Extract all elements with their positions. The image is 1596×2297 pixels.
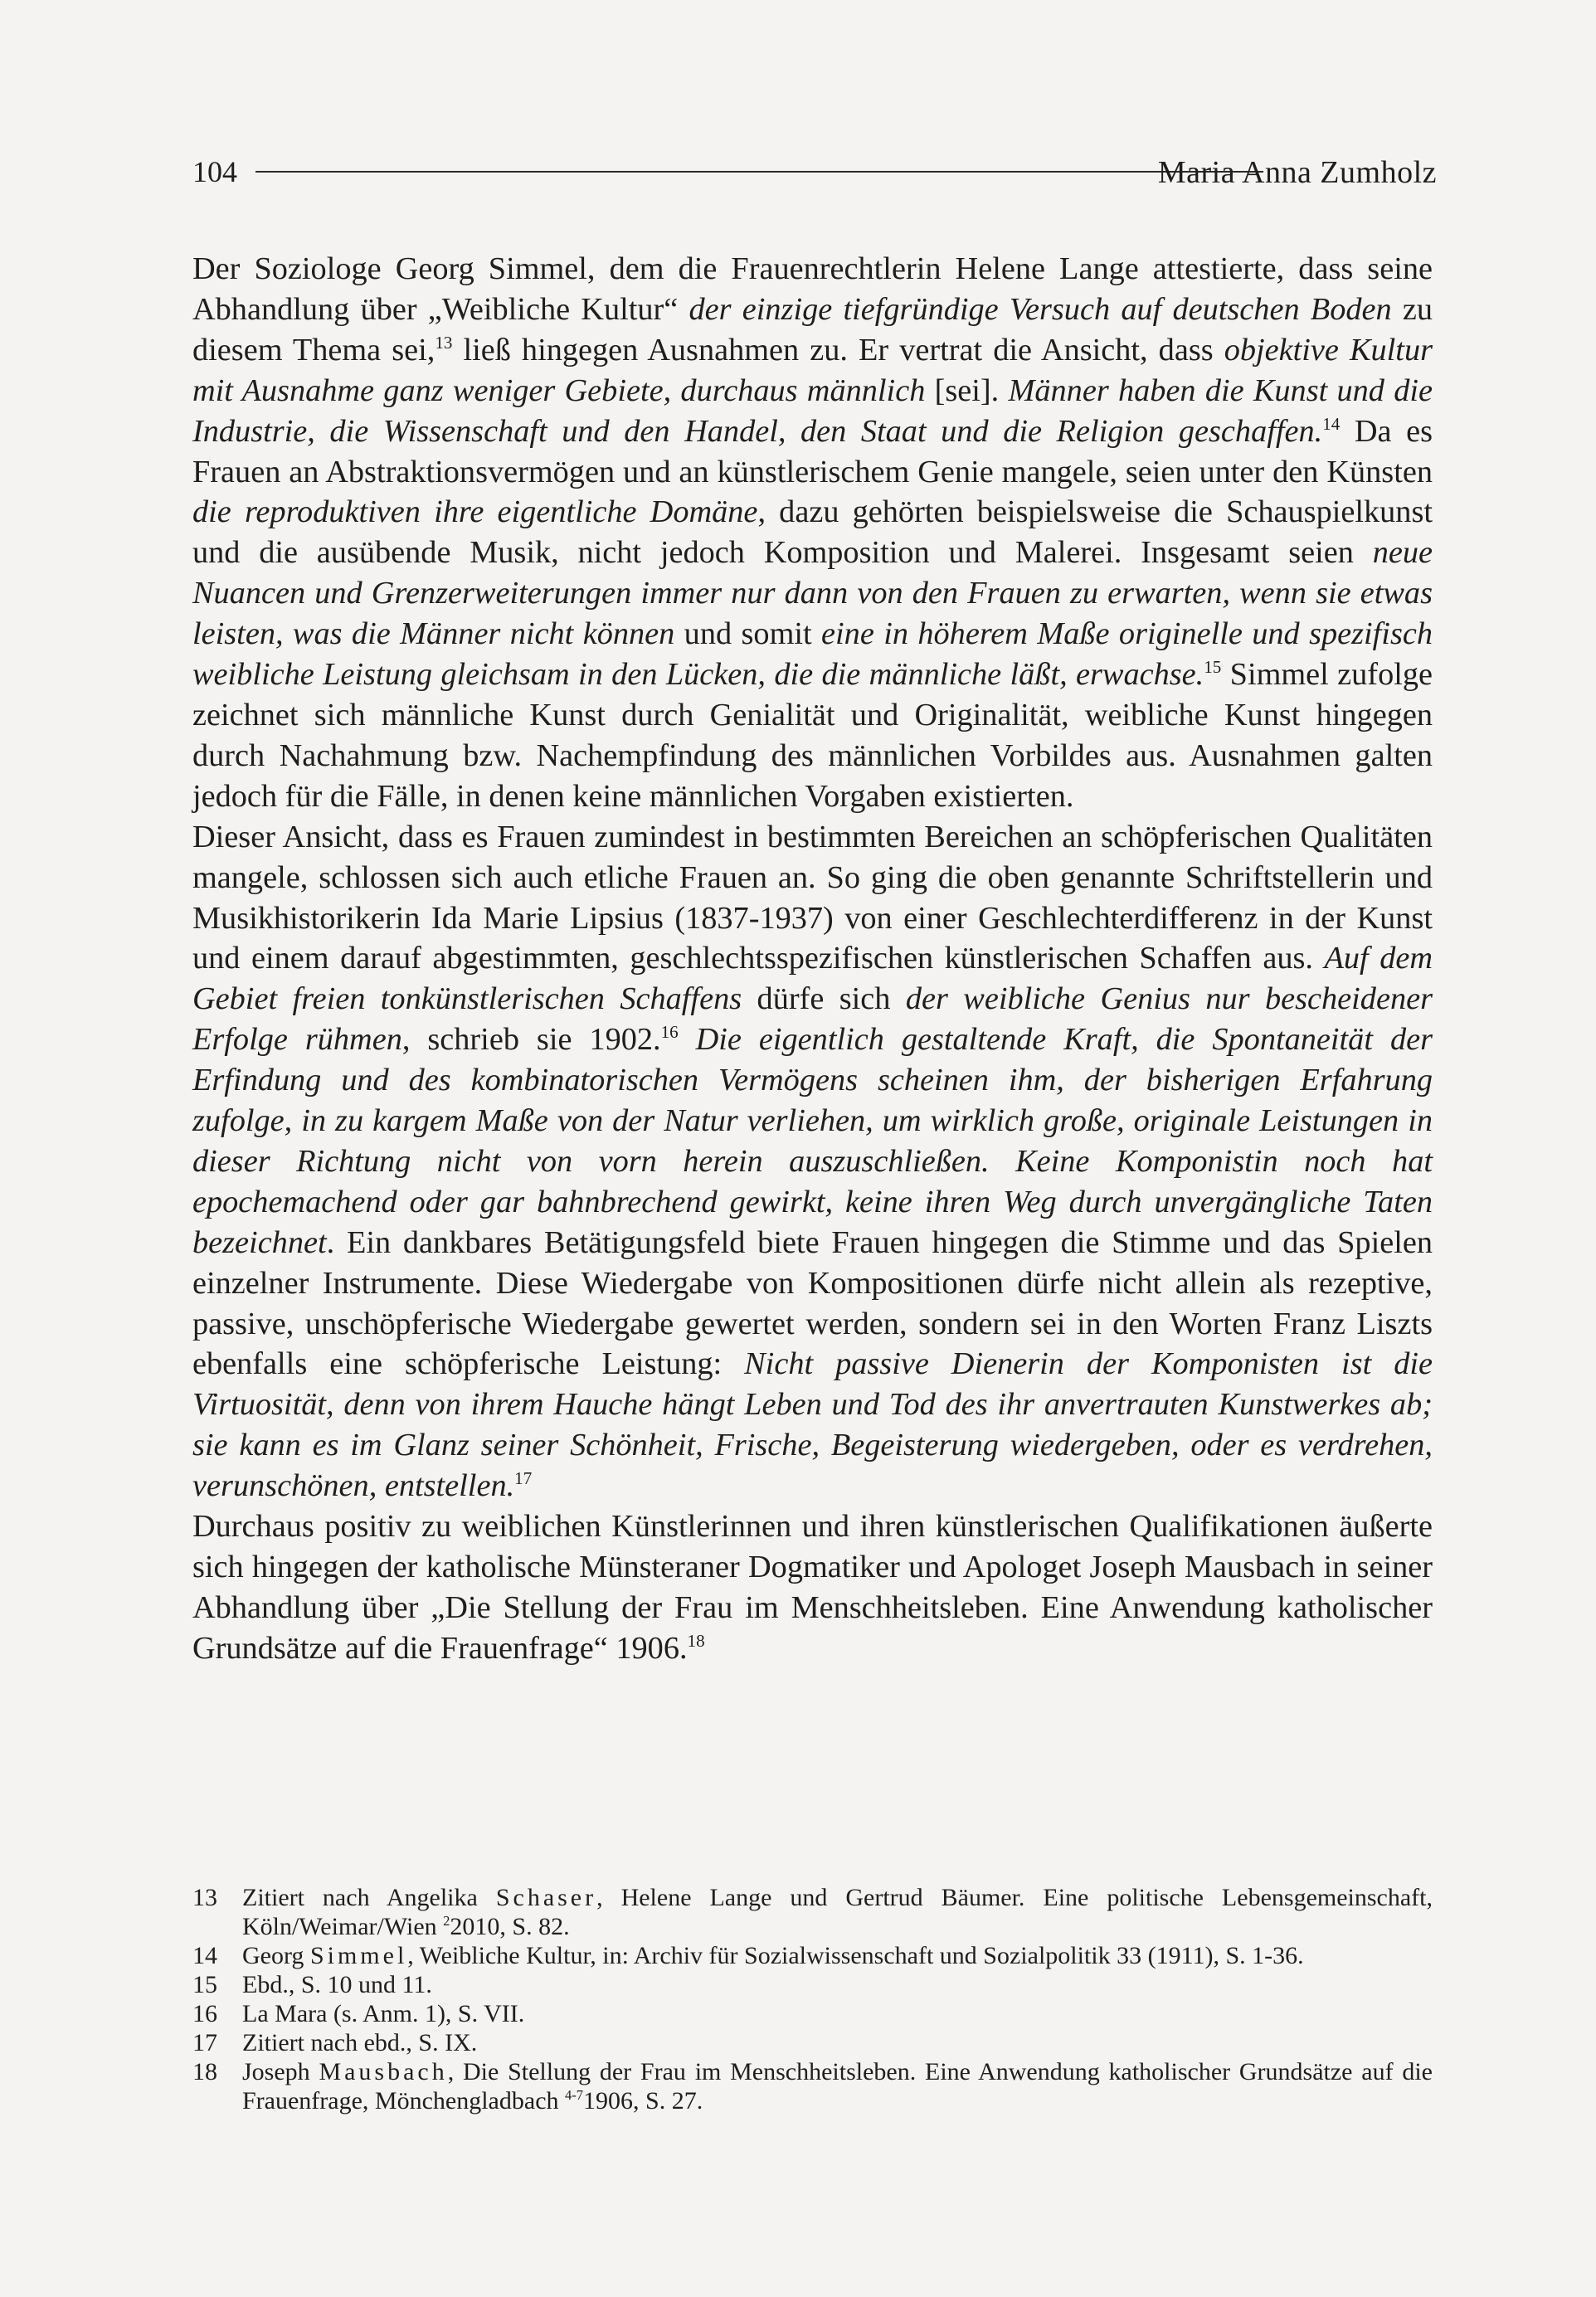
italic-quote: Die eigentlich gestaltende Kraft, die Spontaneität der Erfindung und des kombinatorischen Vermögens scheinen ihm, der bisherigen Erfahrung zufolge, in zu kargem Maße von der Natur verliehen, um wirklich große, originale Leistungen in dieser Richtung nicht von vorn herein auszuschließen. Keine Komponistin noch hat epochemachend oder gar bahnbrechend gewirkt, keine ihren Weg durch unvergängliche Taten bezeichnet	[192, 1022, 1433, 1260]
footnote	[192, 2057, 1433, 2115]
italic-quote: objektive Kultur mit Ausnahme ganz weniger Gebiete, durchaus männlich	[192, 332, 1433, 408]
text-run: Der Soziologe Georg Simmel, dem die Frauenrechtlerin Helene Lange attestierte, dass seine Abhandlung über „Weibliche Kultur“	[192, 251, 1433, 327]
author-name: Simmel	[309, 1942, 408, 1969]
text-run: Simmel zufolge zeichnet sich männliche Kunst durch Genialität und Originalität, weibliche Kunst hingegen durch Nachahmung bzw. Nachempfindung des männlichen Vorbildes aus. Ausnahmen galten jedoch für die Fälle, in denen keine männlichen Vorgaben existierten.	[192, 657, 1433, 814]
footnote-text: La Mara (s. Anm. 1), S. VII.	[242, 2000, 525, 2027]
footnote	[192, 1970, 1433, 1999]
italic-quote: der weibliche Genius nur bescheidener Erfolge rühmen	[192, 981, 1433, 1058]
text-run: , dazu gehörten beispielsweise die Schauspielkunst und die ausübende Musik, nicht jedoch Komposition und Malerei. Insgesamt seien	[192, 494, 1433, 571]
italic-quote: eine in höherem Maße originelle und spezifisch weibliche Leistung gleichsam in den Lücken, die die männliche läßt, erwachse.	[192, 616, 1433, 693]
text-run: und somit	[674, 616, 822, 652]
footnote-number: 16	[192, 2000, 217, 2027]
footnote-ref: 2	[443, 1913, 450, 1929]
running-head	[192, 149, 1437, 199]
footnote-ref: 18	[687, 1631, 705, 1652]
footnote-text: Georg	[242, 1942, 310, 1969]
text-run: ließ hingegen Ausnahmen zu. Er vertrat die Ansicht, dass	[452, 332, 1224, 367]
paragraph	[192, 817, 1433, 1506]
text-run: , schrieb sie 1902.	[401, 1022, 661, 1058]
text-run	[679, 1022, 696, 1057]
italic-quote: Männer haben die Kunst und die Industrie, die Wissenschaft und den Handel, den Staat und die Religion geschaffen.	[192, 372, 1433, 449]
footnote-ref: 13	[435, 333, 453, 353]
text-run: . Ein dankbares Betätigungsfeld biete Frauen hingegen die Stimme und das Spielen einzelner Instrumente. Diese Wiedergabe von Kompositionen dürfe nicht allein als rezeptive, passive, unschöpferische Wiedergabe gewertet werden, sondern sei in den Worten Franz Liszts ebenfalls eine schöpferische Leistung:	[192, 1224, 1433, 1382]
footnote-ref: 16	[660, 1022, 679, 1043]
footnote-text: , Helene Lange und Gertrud Bäumer. Eine politische Lebensgemeinschaft, Köln/Weimar/Wien	[242, 1884, 1433, 1940]
footnote-text: Ebd., S. 10 und 11.	[242, 1971, 432, 1998]
footnote-text: , Die Stellung der Frau im Menschheitsleben. Eine Anwendung katholischer Grundsätze auf die Frauenfrage, Mönchengladbach	[242, 2058, 1433, 2115]
footnote-text: Zitiert nach ebd., S. IX.	[242, 2029, 478, 2056]
author-name: Schaser	[495, 1884, 597, 1911]
body-text	[192, 249, 1433, 1669]
footnote	[192, 1999, 1433, 2028]
footnotes	[192, 1883, 1433, 2115]
footnote-text: Joseph	[242, 2058, 319, 2085]
footnote-text: 2010, S. 82.	[450, 1913, 570, 1940]
footnote-number: 14	[192, 1942, 217, 1969]
footnote-text: 1906, S. 27.	[583, 2087, 703, 2115]
text-run: Dieser Ansicht, dass es Frauen zumindest in bestimmten Bereichen an schöpferischen Qualitäten mangele, schlossen sich auch etliche Frauen an. So ging die oben genannte Schriftstellerin und Musikhistorikerin Ida Marie Lipsius (1837-1937) von einer Geschlechterdifferenz in der Kunst und einem darauf abgestimmten, geschlechtsspezifischen künstlerischen Schaffen aus.	[192, 819, 1433, 976]
italic-quote: der einzige tiefgründige Versuch auf deutschen Boden	[689, 291, 1392, 327]
footnote-ref: 4-7	[565, 2087, 584, 2103]
footnote-ref: 14	[1322, 413, 1341, 434]
footnote-number: 15	[192, 1971, 217, 1998]
footnote-ref: 15	[1204, 657, 1222, 678]
footnote-text: Zitiert nach Angelika	[242, 1884, 496, 1911]
text-run: Da es Frauen an Abstraktionsvermögen und an künstlerischem Genie mangele, seien unter den Künsten	[192, 413, 1433, 489]
text-run: [sei].	[925, 372, 1009, 408]
italic-quote: neue Nuancen und Grenzerweiterungen immer nur dann von den Frauen zu erwarten, wenn sie etwas leisten, was die Männer nicht können	[192, 535, 1433, 652]
italic-quote: Nicht passive Dienerin der Komponisten ist die Virtuosität, denn von ihrem Hauche hängt Leben und Tod des ihr anvertrauten Kunstwerkes ab; sie kann es im Glanz seiner Schönheit, Frische, Begeisterung wiedergeben, oder es verdrehen, verunschönen, entstellen.	[192, 1346, 1433, 1504]
running-head-author: Maria Anna Zumholz	[1157, 155, 1437, 190]
italic-quote: Auf dem Gebiet freien tonkünstlerischen Schaffens	[192, 941, 1433, 1017]
header-rule	[255, 171, 1263, 173]
footnote-ref: 17	[514, 1468, 533, 1489]
footnote-number: 17	[192, 2029, 217, 2056]
italic-quote: die reproduktiven ihre eigentliche Domäne	[192, 494, 758, 530]
page-number: 104	[192, 155, 237, 188]
text-run: dürfe sich	[742, 981, 906, 1017]
text-run: Durchaus positiv zu weiblichen Künstlerinnen und ihren künstlerischen Qualifikationen äußerte sich hingegen der katholische Münsteraner Dogmatiker und Apologet Joseph Mausbach in seiner Abhandlung über „Die Stellung der Frau im Menschheitsleben. Eine Anwendung katholischer Grundsätze auf die Frauenfrage“ 1906.	[192, 1509, 1433, 1666]
footnote	[192, 1941, 1433, 1970]
text-run: zu diesem Thema sei,	[192, 291, 1433, 367]
footnote-number: 13	[192, 1884, 217, 1911]
footnote	[192, 2028, 1433, 2057]
paragraph	[192, 1506, 1433, 1669]
author-name: Mausbach	[319, 2058, 448, 2085]
footnote-number: 18	[192, 2058, 217, 2085]
footnote-text: , Weibliche Kultur, in: Archiv für Sozialwissenschaft und Sozialpolitik 33 (1911), S. 1-36.	[407, 1942, 1304, 1969]
paragraph	[192, 249, 1433, 817]
footnote	[192, 1883, 1433, 1941]
